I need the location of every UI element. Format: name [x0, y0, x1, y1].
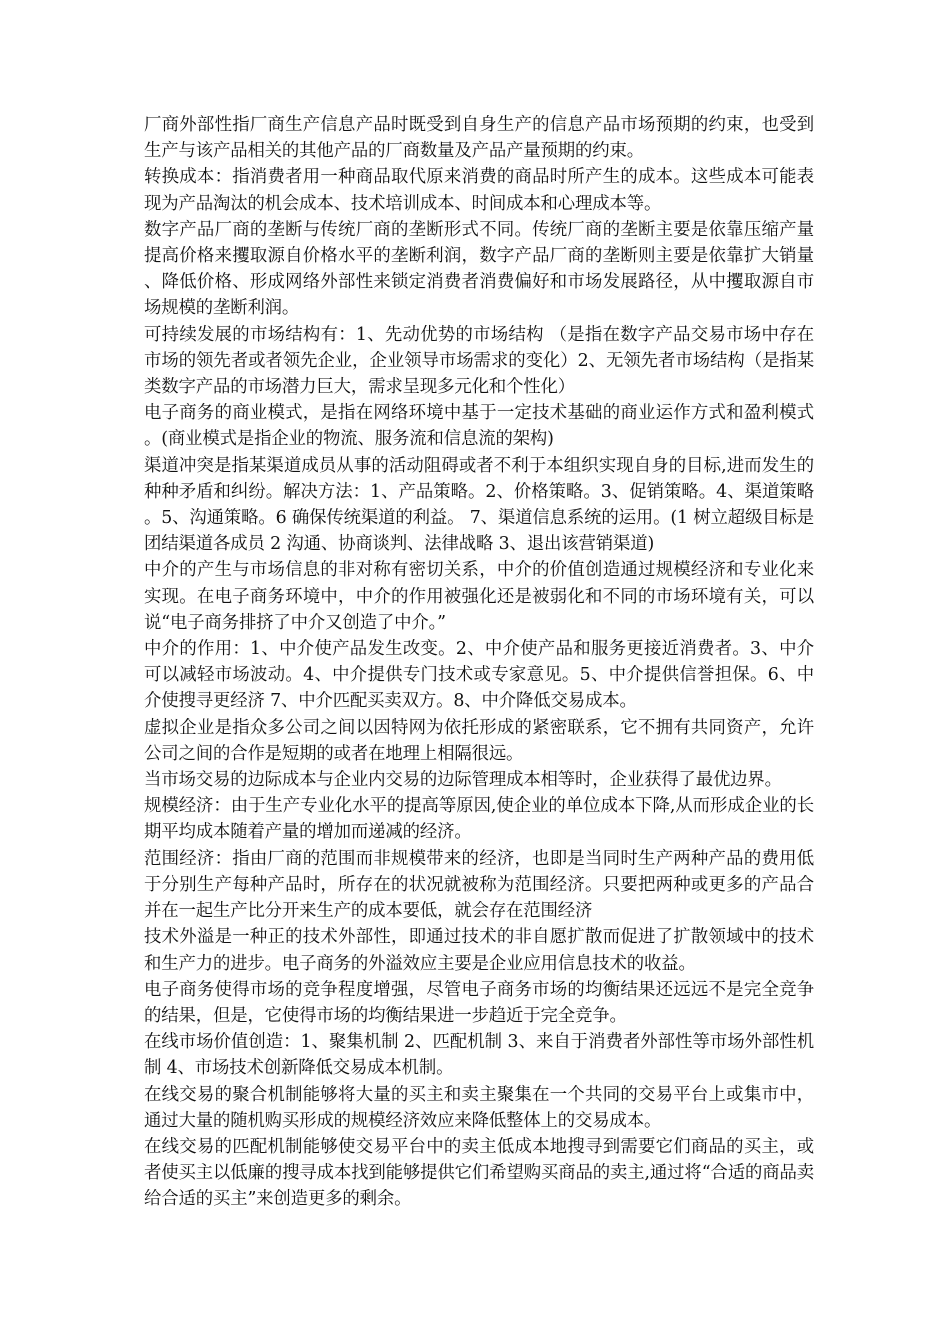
- paragraph-economies-of-scope: 范围经济：指由厂商的范围而非规模带来的经济，也即是当同时生产两种产品的费用低于分别生产每种产品时，所存在的状况就被称为范围经济。只要把两种或更多的产品合并在一起生产比分开来生产的成本要低，就会存在范围经济: [144, 848, 814, 922]
- paragraph-matching-mechanism: 在线交易的匹配机制能够使交易平台中的卖主低成本地搜寻到需要它们商品的买主，或者使买主以低廉的搜寻成本找到能够提供它们希望购买商品的卖主,通过将“合适的商品卖给合适的买主”来创造更多的剩余。: [144, 1136, 814, 1210]
- paragraph-intermediary-role: 中介的作用：1、中介使产品发生改变。2、中介使产品和服务更接近消费者。3、中介可以减轻市场波动。4、中介提供专门技术或专家意见。5、中介提供信誉担保。6、中介使搜寻更经济 7、中介匹配买卖双方。8、中介降低交易成本。: [144, 639, 814, 712]
- paragraph-aggregation-mechanism: 在线交易的聚合机制能够将大量的买主和卖主聚集在一个共同的交易平台上或集市中，通过大量的随机购买形成的规模经济效应来降低整体上的交易成本。: [144, 1084, 814, 1131]
- paragraph-switching-cost: 转换成本：指消费者用一种商品取代原来消费的商品时所产生的成本。这些成本可能表现为产品淘汰的机会成本、技术培训成本、时间成本和心理成本等。: [144, 167, 814, 214]
- paragraph-intermediary-origin: 中介的产生与市场信息的非对称有密切关系，中介的价值创造通过规模经济和专业化来实现。在电子商务环境中，中介的作用被强化还是被弱化和不同的市场环境有关，可以说“电子商务排挤了中介又创造了中介。”: [144, 560, 814, 633]
- paragraph-online-value-creation: 在线市场价值创造：1、聚集机制 2、匹配机制 3、来自于消费者外部性等市场外部性机制 4、市场技术创新降低交易成本机制。: [144, 1032, 814, 1079]
- paragraph-virtual-enterprise: 虚拟企业是指众多公司之间以因特网为依托形成的紧密联系，它不拥有共同资产，允许公司之间的合作是短期的或者在地理上相隔很远。: [144, 717, 814, 764]
- paragraph-externality: 厂商外部性指厂商生产信息产品时既受到自身生产的信息产品市场预期的约束，也受到生产与该产品相关的其他产品的厂商数量及产品产量预期的约束。: [144, 115, 814, 162]
- paragraph-technology-spillover: 技术外溢是一种正的技术外部性，即通过技术的非自愿扩散而促进了扩散领域中的技术和生产力的进步。电子商务的外溢效应主要是企业应用信息技术的收益。: [144, 927, 814, 974]
- paragraph-economies-of-scale: 规模经济：由于生产专业化水平的提高等原因,使企业的单位成本下降,从而形成企业的长期平均成本随着产量的增加而递减的经济。: [144, 796, 814, 843]
- paragraph-competition: 电子商务使得市场的竞争程度增强，尽管电子商务市场的均衡结果还远远不是完全竞争的结果，但是，它使得市场的均衡结果进一步趋近于完全竞争。: [144, 979, 814, 1026]
- paragraph-digital-monopoly: 数字产品厂商的垄断与传统厂商的垄断形式不同。传统厂商的垄断主要是依靠压缩产量提高价格来攫取源自价格水平的垄断利润，数字产品厂商的垄断则主要是依靠扩大销量、降低价格、形成网络外部性来锁定消费者消费偏好和市场发展路径，从中攫取源自市场规模的垄断利润。: [144, 219, 814, 319]
- paragraph-channel-conflict: 渠道冲突是指某渠道成员从事的活动阻碍或者不利于本组织实现自身的目标,进而发生的种种矛盾和纠纷。解决方法：1、产品策略。2、价格策略。3、促销策略。4、渠道策略。5、沟通策略。6 确保传统渠道的利益。 7、渠道信息系统的运用。(1 树立超级目标是团结渠道各成员 2 沟通、协商谈判、法律战略 3、退出该营销渠道): [144, 455, 814, 555]
- paragraph-sustainable-market-structure: 可持续发展的市场结构有：1、先动优势的市场结构 （是指在数字产品交易市场中存在市场的领先者或者领先企业，企业领导市场需求的变化）2、无领先者市场结构（是指某类数字产品的市场潜力巨大，需求呈现多元化和个性化）: [144, 324, 814, 398]
- paragraph-optimal-boundary: 当市场交易的边际成本与企业内交易的边际管理成本相等时，企业获得了最优边界。: [144, 770, 782, 791]
- paragraph-business-model: 电子商务的商业模式，是指在网络环境中基于一定技术基础的商业运作方式和盈利模式。(商业模式是指企业的物流、服务流和信息流的架构): [144, 403, 814, 450]
- document-body: [144, 112, 814, 1213]
